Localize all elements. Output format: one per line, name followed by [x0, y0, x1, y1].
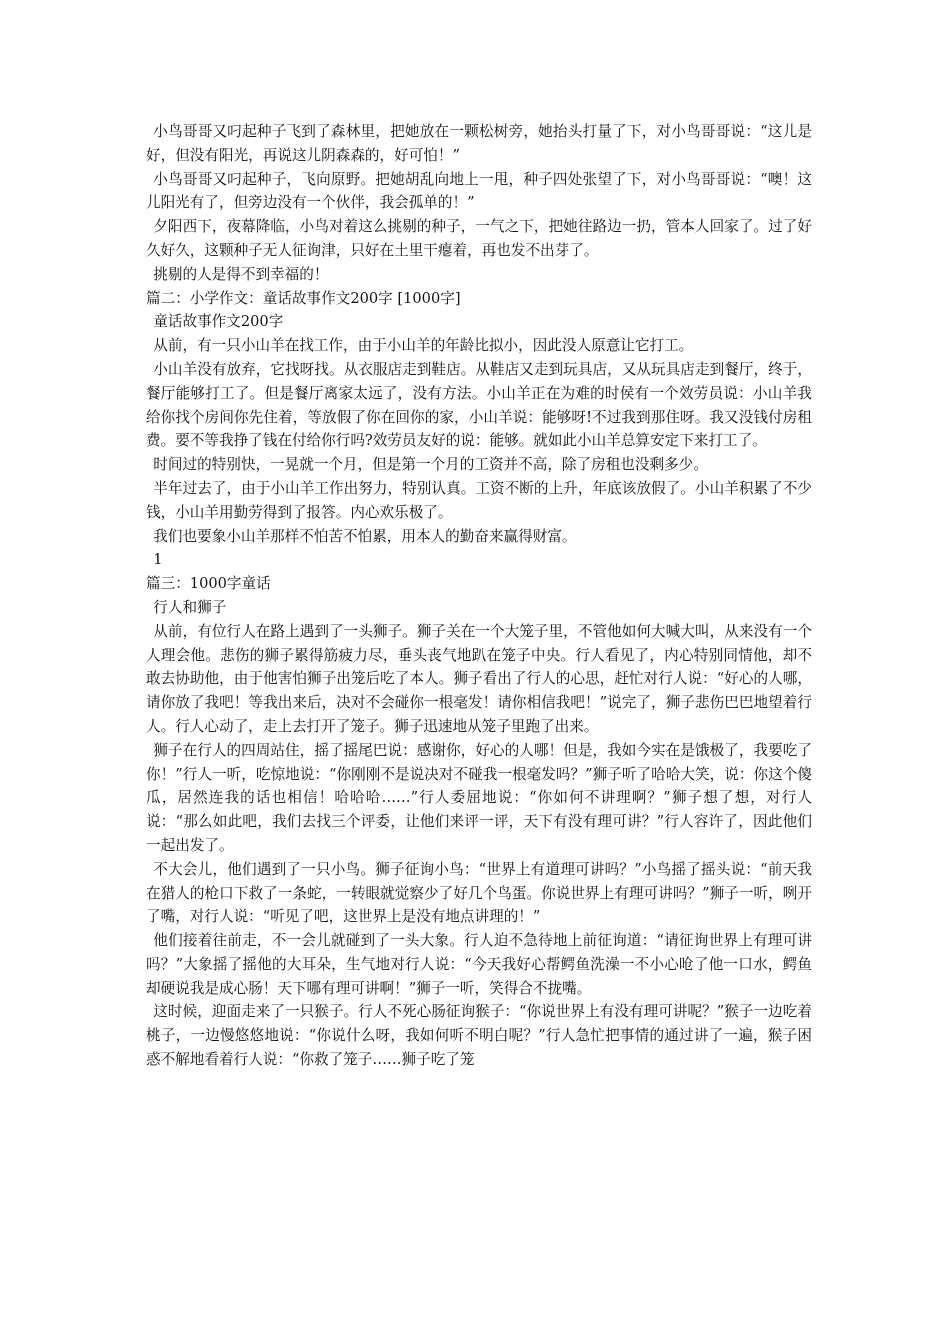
section-subtitle: 童话故事作文200字	[153, 313, 284, 331]
paragraph: 时间过的特别快，一晃就一个月，但是第一个月的工资并不高，除了房租也没剩多少。	[153, 456, 708, 474]
paragraph: 从前，有一只小山羊在找工作，由于小山羊的年龄比拟小，因此没人原意让它打工。	[153, 337, 694, 355]
paragraph: 他们接着往前走，不一会儿就碰到了一头大象。行人迫不急待地上前征询道：“请征询世界上有理可讲吗？”大象摇了摇他的大耳朵，生气地对行人说：“今天我好心帮鳄鱼洗澡一不小心呛了他一口水，鳄鱼却硬说我是成心肠！天下哪有理可讲啊！”狮子一听，笑得合不拢嘴。	[146, 932, 812, 997]
paragraph: 小鸟哥哥又叼起种子飞到了森林里，把她放在一颗松树旁，她抬头打量了下，对小鸟哥哥说：“这儿是好，但没有阳光，再说这儿阴森森的，好可怕！”	[146, 123, 812, 164]
document-page	[146, 120, 812, 1072]
paragraph: 半年过去了，由于小山羊工作出努力，特别认真。工资不断的上升，年底该放假了。小山羊积累了不少钱，小山羊用勤劳得到了报答。内心欢乐极了。	[146, 479, 812, 521]
paragraph: 我们也要象小山羊那样不怕苦不怕累，用本人的勤奋来赢得财富。	[153, 527, 577, 545]
paragraph: 小山羊没有放弃，它找呀找。从衣服店走到鞋店。从鞋店又走到玩具店，又从玩具店走到餐厅，终于，餐厅能够打工了。但是餐厅离家太远了，没有方法。小山羊正在为难的时侯有一个效劳员说：小山羊我给你找个房间你先住着，等放假了你在回你的家，小山羊说：能够呀!不过我到那住呀。我又没钱付房租费。要不等我挣了钱在付给你行吗?效劳员友好的说：能够。就如此小山羊总算安定下来打工了。	[146, 360, 812, 450]
page-number: 1	[153, 551, 163, 569]
paragraph: 挑剔的人是得不到幸福的！	[153, 265, 329, 283]
paragraph: 狮子在行人的四周站住，摇了摇尾巴说：感谢你，好心的人哪！但是，我如今实在是饿极了，我要吃了你！”行人一听，吃惊地说：“你刚刚不是说决对不碰我一根毫发吗？”狮子听了哈哈大笑，说：你这个傻瓜，居然连我的话也相信！哈哈哈……”行人委屈地说：“你如何不讲理啊？”狮子想了想，对行人说：“那么如此吧，我们去找三个评委，让他们来评一评，天下有没有理可讲？”行人容许了，因此他们一起出发了。	[146, 741, 812, 854]
paragraph: 这时候，迎面走来了一只猴子。行人不死心肠征询猴子：“你说世界上有没有理可讲呢？”猴子一边吃着桃子，一边慢悠悠地说：“你说什么呀，我如何听不明白呢？”行人急忙把事情的通过讲了一遍，猴子困惑不解地看着行人说：“你救了笼子……狮子吃了笼	[146, 1003, 812, 1069]
paragraph: 不大会儿，他们遇到了一只小鸟。狮子征询小鸟：“世界上有道理可讲吗？”小鸟摇了摇头说：“前天我在猎人的枪口下救了一条蛇，一转眼就觉察少了好几个鸟蛋。你说世界上有理可讲吗？”狮子一听，咧开了嘴，对行人说：“听见了吧，这世界上是没有地点讲理的！”	[146, 860, 812, 926]
paragraph: 夕阳西下，夜幕降临，小鸟对着这么挑剔的种子，一气之下，把她往路边一扔，管本人回家了。过了好久好久，这颗种子无人征询津，只好在土里干瘪着，再也发不出芽了。	[146, 218, 812, 259]
story-title: 行人和狮子	[153, 598, 227, 616]
section-heading: 篇三：1000字童话	[146, 575, 271, 593]
paragraph: 从前，有位行人在路上遇到了一头狮子。狮子关在一个大笼子里，不管他如何大喊大叫，从来没有一个人理会他。悲伤的狮子累得筋疲力尽，垂头丧气地趴在笼子中央。行人看见了，内心特别同情他，却不敢去协助他，由于他害怕狮子出笼后吃了本人。狮子看出了行人的心思，赶忙对行人说：“好心的人哪，请你放了我吧！等我出来后，决对不会碰你一根毫发！请你相信我吧！”说完了，狮子悲伤巴巴地望着行人。行人心动了，走上去打开了笼子。狮子迅速地从笼子里跑了出来。	[146, 622, 812, 735]
section-heading: 篇二：小学作文：童话故事作文200字 [1000字]	[146, 289, 461, 307]
paragraph: 小鸟哥哥又叼起种子，飞向原野。把她胡乱向地上一甩，种子四处张望了下，对小鸟哥哥说：“噢！这儿阳光有了，但旁边没有一个伙伴，我会孤单的！”	[146, 170, 812, 212]
